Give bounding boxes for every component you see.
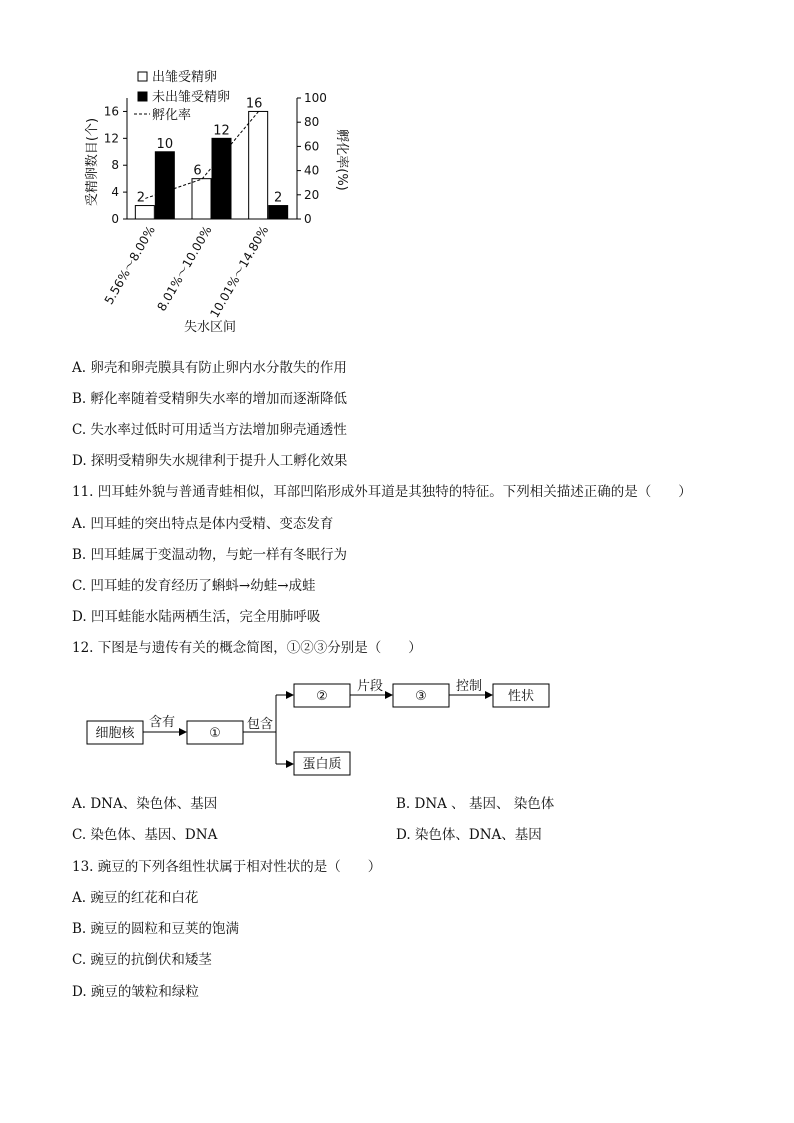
q13-option-a: A. 豌豆的红花和白花 — [72, 890, 199, 906]
y-axis-label: 受精卵数目(个) — [85, 117, 100, 207]
q12-option-a: A. DNA、染色体、基因 — [72, 796, 218, 812]
legend-label-hatch-rate: 孵化率 — [152, 108, 192, 123]
bar-hatched — [249, 111, 268, 219]
y2-tick-label: 0 — [304, 212, 312, 226]
box-trait-label: 性状 — [507, 689, 535, 704]
q12-stem: 12. 下图是与遗传有关的概念简图，①②③分别是（ ） — [72, 640, 422, 656]
y2-tick-label: 20 — [304, 187, 320, 202]
q11-option-c: C. 凹耳蛙的发育经历了蝌蚪→幼蛙→成蛙 — [72, 578, 316, 594]
q10-option-b: B. 孵化率随着受精卵失水率的增加而逐渐降低 — [72, 391, 348, 407]
legend-label-hatched: 出雏受精卵 — [152, 70, 218, 85]
bar-label-hatched: 16 — [245, 96, 263, 112]
y2-axis-label: 孵化率(%) — [334, 129, 349, 191]
bar-label-unhatched: 10 — [156, 136, 174, 152]
bar-label-unhatched: 2 — [274, 190, 283, 206]
arrow-segment-label: 片段 — [356, 679, 384, 694]
x-tick-label: 8.01%～10.00% — [154, 223, 215, 314]
x-axis-label: 失水区间 — [183, 320, 237, 335]
bar-hatched — [135, 206, 154, 219]
bar-label-hatched: 6 — [193, 163, 202, 179]
box-nucleus-label: 细胞核 — [95, 726, 135, 741]
genetics-concept-diagram — [80, 676, 560, 786]
y-tick-label: 8 — [111, 158, 119, 173]
x-tick-label: 5.56%～8.00% — [101, 223, 158, 307]
branch-label-includes: 包含 — [246, 717, 274, 732]
q12-option-c: C. 染色体、基因、DNA — [72, 827, 218, 843]
legend-swatch-unhatched — [138, 92, 147, 101]
q13-stem: 13. 豌豆的下列各组性状属于相对性状的是（ ） — [72, 859, 382, 875]
box-2-label: ② — [316, 689, 328, 704]
y2-tick-label: 100 — [304, 91, 327, 105]
legend-label-unhatched: 未出雏受精卵 — [152, 90, 231, 105]
q10-option-a: A. 卵壳和卵壳膜具有防止卵内水分散失的作用 — [72, 360, 347, 376]
q11-option-a: A. 凹耳蛙的突出特点是体内受精、变态发育 — [72, 516, 334, 532]
y-tick-label: 12 — [103, 131, 119, 146]
arrow-control-label: 控制 — [455, 679, 483, 694]
x-tick-label: 10.01%～14.80% — [207, 223, 272, 321]
q10-option-c: C. 失水率过低时可用适当方法增加卵壳通透性 — [72, 422, 347, 438]
q12-option-b: B. DNA 、 基因、 染色体 — [396, 796, 555, 812]
bar-label-hatched: 2 — [136, 190, 145, 206]
bar-unhatched — [155, 152, 174, 219]
bar-unhatched — [212, 138, 231, 219]
y-tick-label: 0 — [111, 212, 119, 226]
hatching-chart — [70, 64, 360, 344]
y2-tick-label: 80 — [304, 115, 320, 130]
y-tick-label: 4 — [111, 185, 119, 200]
q11-option-b: B. 凹耳蛙属于变温动物，与蛇一样有冬眠行为 — [72, 547, 348, 563]
y2-tick-label: 60 — [304, 139, 320, 154]
q11-stem: 11. 凹耳蛙外貌与普通青蛙相似，耳部凹陷形成外耳道是其独特的特征。下列相关描述正确的是（ ） — [72, 484, 692, 500]
q13-option-c: C. 豌豆的抗倒伏和矮茎 — [72, 952, 212, 968]
y2-tick-label: 40 — [304, 163, 320, 178]
q10-option-d: D. 探明受精卵失水规律利于提升人工孵化效果 — [72, 453, 348, 469]
y-tick-label: 16 — [103, 104, 119, 119]
q13-option-b: B. 豌豆的圆粒和豆荚的饱满 — [72, 921, 240, 937]
q11-option-d: D. 凹耳蛙能水陆两栖生活，完全用肺呼吸 — [72, 609, 321, 625]
q12-option-d: D. 染色体、DNA、基因 — [396, 827, 542, 843]
q13-option-d: D. 豌豆的皱粒和绿粒 — [72, 984, 199, 1000]
arrow-contains-label: 含有 — [148, 715, 176, 730]
box-1-label: ① — [209, 726, 221, 741]
bar-label-unhatched: 12 — [213, 123, 230, 139]
bar-hatched — [192, 179, 211, 219]
bar-unhatched — [269, 206, 288, 219]
box-3-label: ③ — [415, 689, 427, 704]
box-protein-label: 蛋白质 — [302, 757, 342, 772]
legend-swatch-hatched — [138, 72, 147, 81]
